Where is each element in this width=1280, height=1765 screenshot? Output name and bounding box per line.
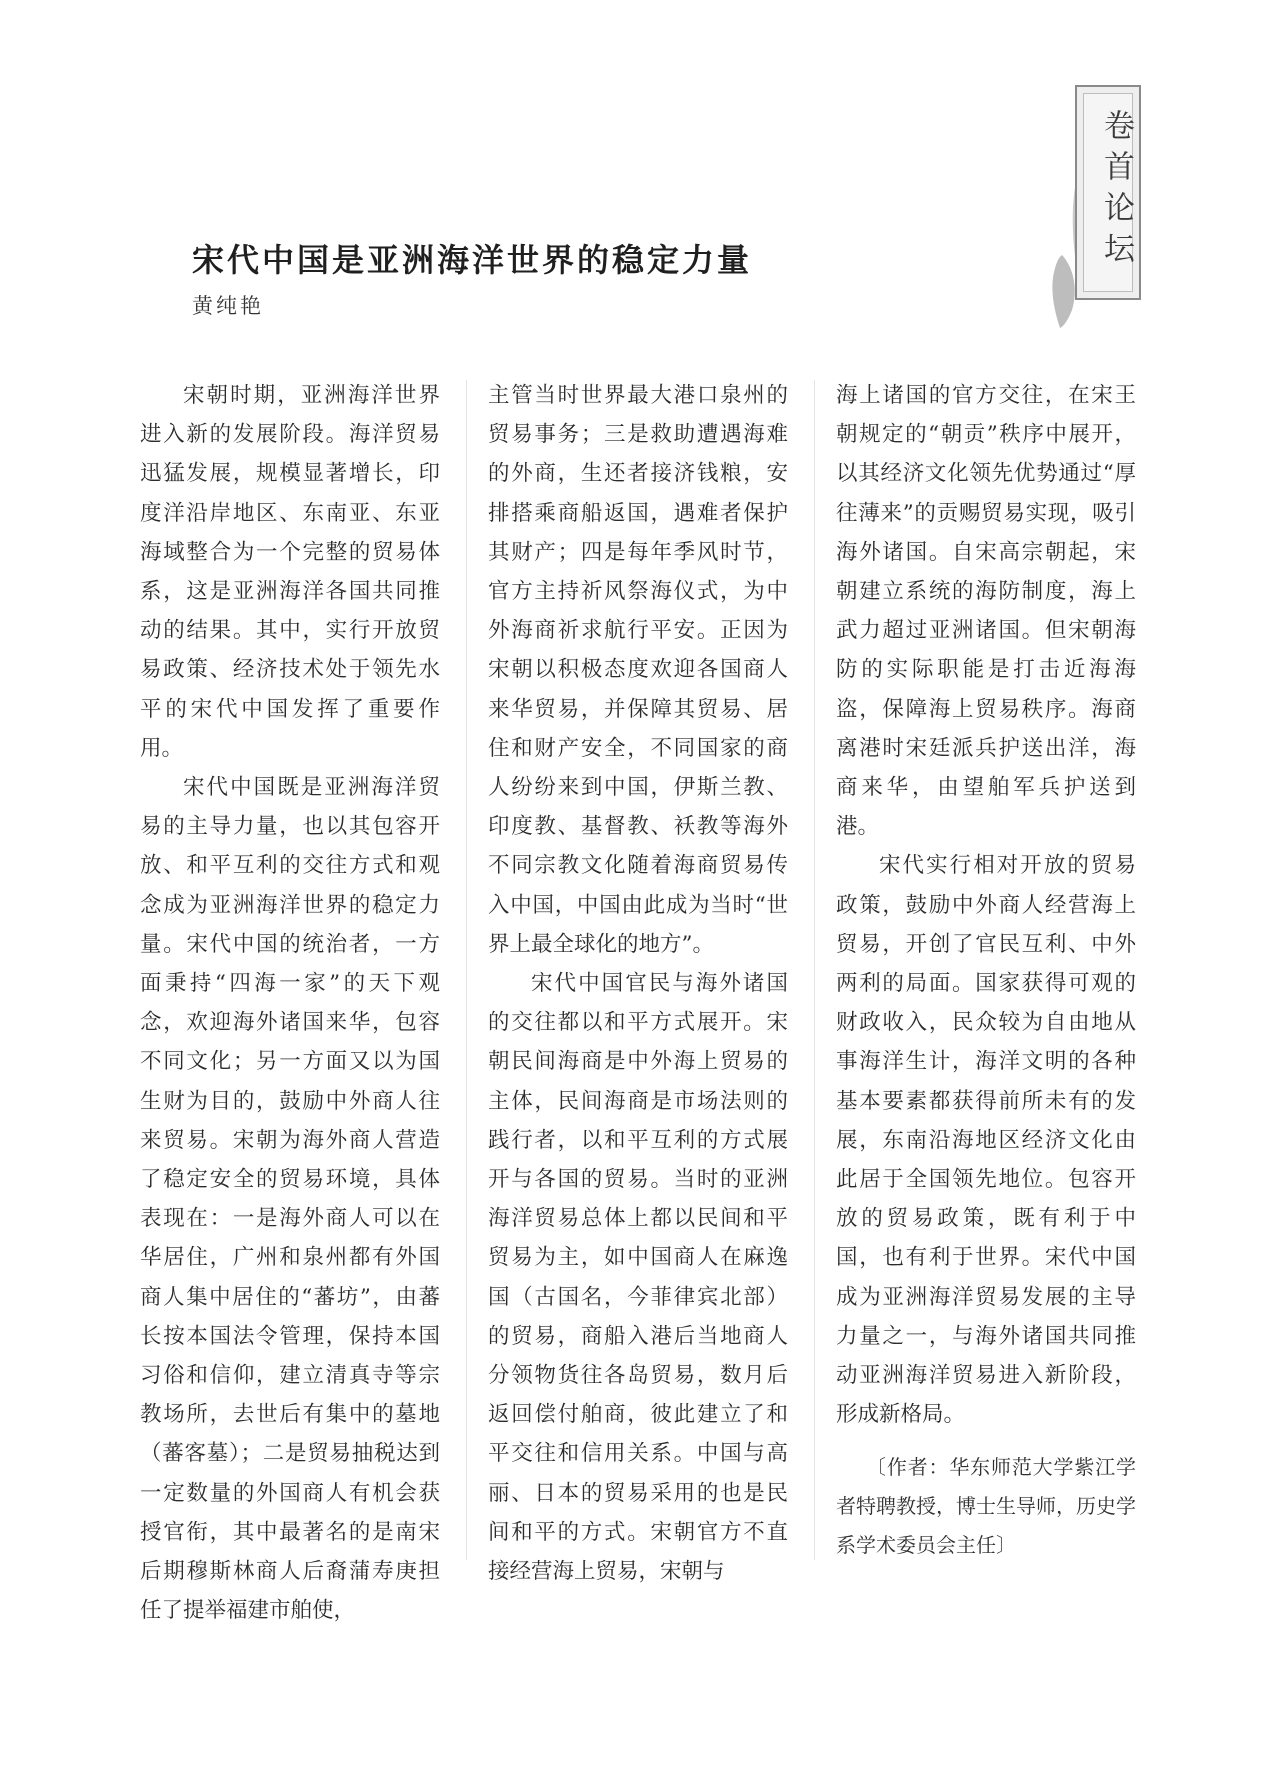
article-title: 宋代中国是亚洲海洋世界的稳定力量	[192, 241, 753, 280]
paragraph: 宋代中国既是亚洲海洋贸易的主导力量，也以其包容开放、和平互利的交往方式和观念成为亚洲海洋世界的稳定力量。宋代中国的统治者，一方面秉持“四海一家”的天下观念，欢迎海外诸国来华，包容不同文化；另一方面又以为国生财为目的，鼓励中外商人往来贸易。宋朝为海外商人营造了稳定安全的贸易环境，具体表现在：一是海外商人可以在华居住，广州和泉州都有外国商人集中居住的“蕃坊”，由蕃长按本国法令管理，保持本国习俗和信仰，建立清真寺等宗教场所，去世后有集中的墓地（蕃客墓）；二是贸易抽税达到一定数量的外国商人有机会获授官衔，其中最著名的是南宋后期穆斯林商人后裔蒲寿庚担任了提举福建市舶使，	[140, 775, 440, 1624]
section-tag	[1075, 85, 1141, 300]
author-note: 〔作者：华东师范大学紫江学者特聘教授，博士生导师，历史学系学术委员会主任〕	[836, 1455, 1136, 1557]
text-column-3	[836, 376, 1136, 1434]
text-column-2	[488, 376, 788, 1591]
paragraph: 主管当时世界最大港口泉州的贸易事务；三是救助遭遇海难的外商，生还者接济钱粮，安排搭乘商船返国，遇难者保护其财产；四是每年季风时节，官方主持祈风祭海仪式，为中外海商祈求航行平安。正因为宋朝以积极态度欢迎各国商人来华贸易，并保障其贸易、居住和财产安全，不同国家的商人纷纷来到中国，伊斯兰教、印度教、基督教、袄教等海外不同宗教文化随着海商贸易传入中国，中国由此成为当时“世界上最全球化的地方”。	[488, 383, 788, 957]
paragraph: 宋代实行相对开放的贸易政策，鼓励中外商人经营海上贸易，开创了官民互利、中外两利的局面。国家获得可观的财政收入，民众较为自由地从事海洋生计，海洋文明的各种基本要素都获得前所未有的发展，东南沿海地区经济文化由此居于全国领先地位。包容开放的贸易政策，既有利于中国，也有利于世界。宋代中国成为亚洲海洋贸易发展的主导力量之一，与海外诸国共同推动亚洲海洋贸易进入新阶段，形成新格局。	[836, 853, 1136, 1428]
column-divider	[814, 380, 815, 1560]
paragraph: 海上诸国的官方交往，在宋王朝规定的“朝贡”秩序中展开，以其经济文化领先优势通过“厚往薄来”的贡赐贸易实现，吸引海外诸国。自宋高宗朝起，宋朝建立系统的海防制度，海上武力超过亚洲诸国。但宋朝海防的实际职能是打击近海海盗，保障海上贸易秩序。海商离港时宋廷派兵护送出洋，海商来华，由望舶军兵护送到港。	[836, 383, 1136, 840]
article-author: 黄纯艳	[192, 294, 264, 318]
text-column-1	[140, 376, 440, 1631]
paragraph: 宋代中国官民与海外诸国的交往都以和平方式展开。宋朝民间海商是中外海上贸易的主体，民间海商是市场法则的践行者，以和平互利的方式展开与各国的贸易。当时的亚洲海洋贸易总体上都以民间和平贸易为主，如中国商人在麻逸国（古国名，今菲律宾北部）的贸易，商船入港后当地商人分领物货往各岛贸易，数月后返回偿付舶商，彼此建立了和平交往和信用关系。中国与高丽、日本的贸易采用的也是民间和平的方式。宋朝官方不直接经营海上贸易，宋朝与	[488, 971, 788, 1585]
column-divider	[466, 380, 467, 1560]
paragraph: 宋朝时期，亚洲海洋世界进入新的发展阶段。海洋贸易迅猛发展，规模显著增长，印度洋沿岸地区、东南亚、东亚海域整合为一个完整的贸易体系，这是亚洲海洋各国共同推动的结果。其中，实行开放贸易政策、经济技术处于领先水平的宋代中国发挥了重要作用。	[140, 383, 440, 761]
section-tag-label: 卷首论坛	[1098, 109, 1134, 273]
